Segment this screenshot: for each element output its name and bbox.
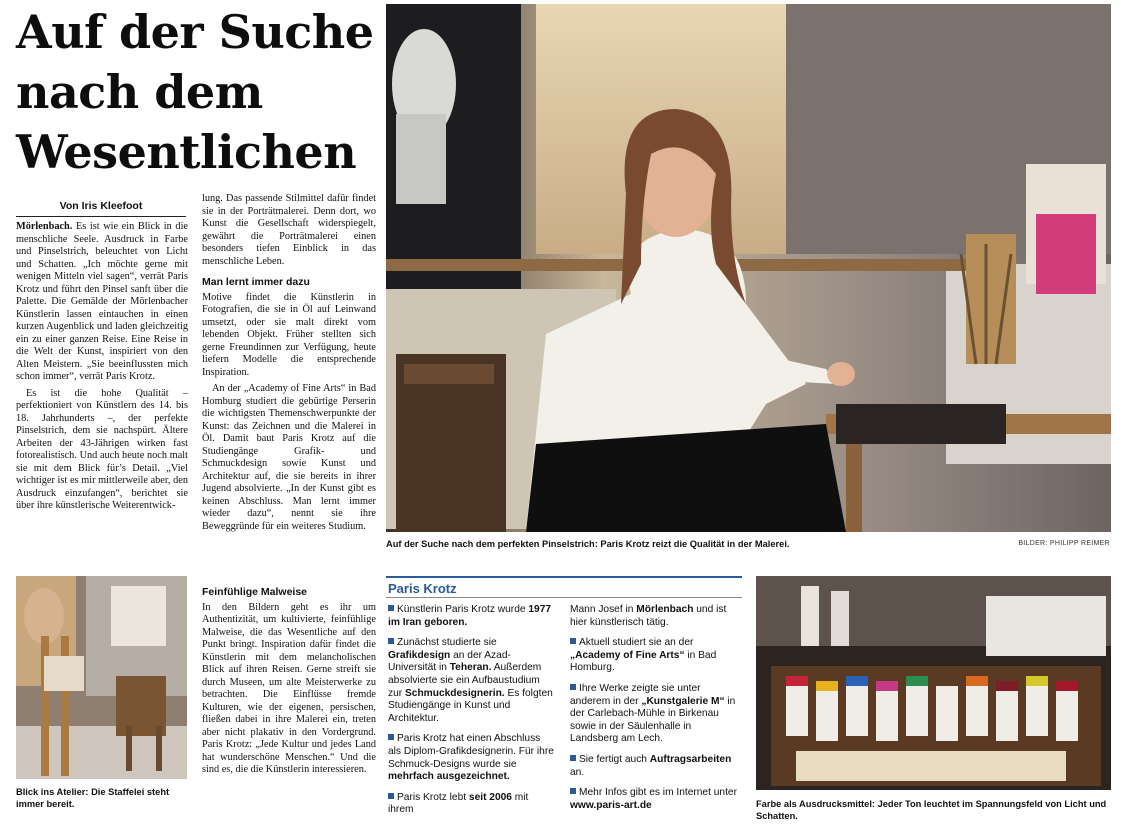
paints-photo — [756, 576, 1111, 790]
main-photo-illustration — [386, 4, 1111, 532]
atelier-photo-illustration — [16, 576, 187, 779]
info-box-column-right — [570, 604, 740, 820]
info-box-title: Paris Krotz — [386, 576, 742, 598]
article-column-1 — [16, 221, 188, 517]
paragraph: Motive findet die Künstlerin in Fotografien, die sie in Öl auf Leinwand umsetzt, oder sie malt direkt vom lebenden Objekt. Früher stellten sich gerne Freundinnen zur Verfügung, heute liefern Modelle die entsprechende Inspiration. — [202, 291, 376, 378]
article-column-2-lower — [202, 586, 376, 781]
info-item: Zunächst studierte sie Grafikdesign an der Azad-Universität in Teheran. Außerdem absolvierte sie ein Aufbaustudium zur Schmuckdesignerin. Es folgten Studiengänge in Kunst und Architektur. — [388, 637, 553, 724]
info-item: Paris Krotz hat einen Abschluss als Diplom-Grafikdesignerin. Für ihre Schmuck-Designs wurde sie mehrfach ausgezeichnet. — [388, 733, 554, 783]
atelier-caption: Blick ins Atelier: Die Staffelei steht immer bereit. — [16, 787, 170, 809]
subheading: Man lernt immer dazu — [202, 276, 310, 288]
paragraph: lung. Das passende Stilmittel dafür findet sie in der Porträtmalerei. Denn dort, wo Kunst die Gesellschaft widerspiegelt, gewährt die Porträtmalerei einen besonders tiefen Einblick in das menschliche Leben. — [202, 193, 376, 267]
bullet-square-icon — [570, 755, 576, 761]
article-column-2 — [202, 193, 376, 537]
info-item: Ihre Werke zeigte sie unter anderem in der „Kunstgalerie M“ in der Carlebach-Mühle in Birkenau sowie in der Säulenhalle in Landsberg am Lech. — [570, 682, 736, 745]
bullet-square-icon — [570, 684, 576, 690]
paragraph: In den Bildern geht es ihr um Authentizität, um kultivierte, feinfühlige Malweise, die das Wesentliche auf den Punkt bringt. Inspiration dafür findet die Künstlerin mit dem melancholischen Blick auf ihren Reisen. Gerne streift sie durch Museen, um alte Meisterwerke zu betrachten. Die Einflüsse fremde Kulturen, wie der eigenen, persischen, fließen dabei in ihre Malerei ein, treten aber nicht plakativ in den Vordergrund. Paris Krotz: „Jede Kultur und jedes Land hat wunderschöne Menschen.“ Und die sind es, die die Künstlerin interessieren. — [202, 601, 376, 775]
info-box — [386, 576, 742, 816]
headline-line-1: Auf der Suche — [16, 5, 374, 59]
bullet-square-icon — [570, 788, 576, 794]
byline: Von Iris Kleefoot — [16, 200, 186, 217]
paints-photo-illustration — [756, 576, 1111, 790]
info-item: Aktuell studiert sie an der „Academy of Fine Arts“ in Bad Homburg. — [570, 637, 717, 674]
info-item: Künstlerin Paris Krotz wurde 1977 im Iran geboren. — [388, 604, 552, 628]
bullet-square-icon — [388, 793, 394, 799]
website-link[interactable]: www.paris-art.de — [570, 799, 652, 811]
headline-line-2: nach dem — [16, 65, 263, 119]
subheading: Feinfühlige Malweise — [202, 586, 308, 598]
headline-line-3: Wesentlichen — [16, 125, 357, 179]
paragraph: Es ist wie ein Blick in die menschliche Seele. Ausdruck in Farbe und Pinselstrich, beleuchtet von Licht und Schatten. „Ich möchte gerne mit wenigen Mitteln viel sagen“, verrät Paris Krotz und führt den Pinsel sanft über die Palette. Die Gemälde der Mörlenbacher Künstlerin lassen eintauchen in einen kurzen Augenblick und laden gleichzeitig ein zu einer ganzen Reise. Eine Reise in die Welt der Kunst, inspiriert von den Alten Meistern. „Sie beeinflussten mich schon immer“, verrät Paris Krotz. — [16, 221, 188, 382]
headline — [16, 2, 376, 182]
info-item: Mann Josef in Mörlenbach und ist hier künstlerisch tätig. — [570, 604, 727, 628]
main-photo-caption: Auf der Suche nach dem perfekten Pinselstrich: Paris Krotz reizt die Qualität in der Malerei. — [386, 539, 790, 549]
bullet-square-icon — [388, 638, 394, 644]
paints-caption: Farbe als Ausdrucksmittel: Jeder Ton leuchtet im Spannungsfeld von Licht und Schatten. — [756, 799, 1107, 821]
paragraph: Es ist die hohe Qualität – perfektioniert von Künstlern des 14. bis 18. Jahrhunderts –, der perfekte Pinselstrich, dem sie nachspürt. Ältere Arbeiten der 43-Jährigen wirken fast fotorealistisch. Und auch heute noch malt sie mit dem Blick für’s Detail. „Viel wichtiger ist es mir mittlerweile aber, den Ausdruck einzufangen“, berichtet sie über ihre künstlerische Weiterentwick- — [16, 387, 188, 511]
atelier-photo — [16, 576, 187, 779]
bullet-square-icon — [388, 734, 394, 740]
info-item: Paris Krotz lebt seit 2006 mit ihrem — [388, 791, 529, 816]
bullet-square-icon — [388, 605, 394, 611]
photo-credit: BILDER: PHILIPP REIMER — [1018, 540, 1110, 547]
main-photo — [386, 4, 1111, 532]
info-item: Sie fertigt auch Auftragsarbeiten an. — [570, 753, 732, 778]
paragraph: An der „Academy of Fine Arts“ in Bad Homburg studiert die gebürtige Perserin die wichtigsten Themenschwerpunkte der Kunst: das Zeichnen und die Malerei in Öl. Damit baut Paris Krotz auf die Studiengänge Grafik- und Schmuckdesign sowie Kunst und Architektur auf, die sie bereits in ihrer Jugend absolvierte. „In der Kunst gibt es keinen Abschluss. Man lernt immer wieder dazu“, nennt sie ihre Beweggründe für ein weiteres Studium. — [202, 383, 376, 532]
bullet-square-icon — [570, 638, 576, 644]
info-item: Mehr Infos gibt es im Internet unter www.paris-art.de — [570, 787, 737, 811]
dateline: Mörlenbach. — [16, 221, 73, 232]
info-box-column-left — [388, 604, 556, 825]
info-box-divider — [386, 597, 742, 598]
